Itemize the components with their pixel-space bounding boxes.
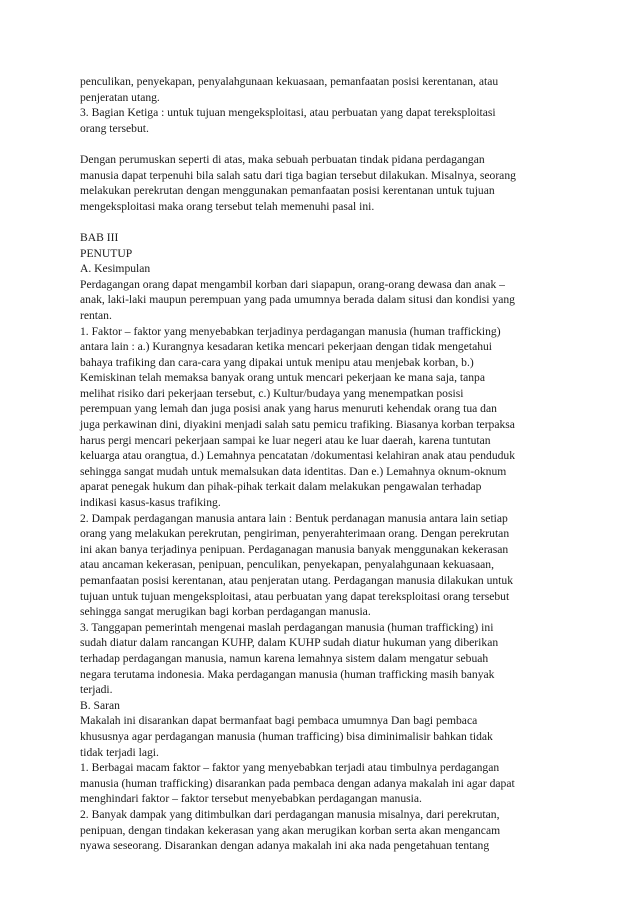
text-line: anak, laki-laki maupun perempuan yang pada umumnya berada dalam situsi dan kondisi yang — [80, 293, 515, 307]
text-line: Makalah ini disarankan dapat bermanfaat bagi pembaca umumnya Dan bagi pembaca — [80, 714, 478, 728]
text-line: bahaya trafiking dan cara-cara yang dipakai untuk menipu atau menjebak korban, b.) — [80, 355, 474, 369]
text-line: penculikan, penyekapan, penyalahgunaan kekuasaan, pemanfaatan posisi kerentanan, atau — [80, 75, 499, 88]
text-line: rentan. — [80, 308, 112, 322]
text-line: Dengan perumuskan seperti di atas, maka sebuah perbuatan tindak pidana perdagangan — [80, 152, 485, 166]
text-line: negara terutama indonesia. Maka perdagangan manusia (human trafficking masih banyak — [80, 667, 495, 681]
text-line: BAB III — [80, 230, 119, 244]
text-line: terjadi. — [80, 683, 113, 697]
text-line: mengeksploitasi maka orang tersebut telah memenuhi pasal ini. — [80, 199, 375, 213]
text-line: harus pergi mencari pekerjaan sampai ke luar negeri atau ke luar daerah, karena tuntutan — [80, 433, 491, 447]
text-line: melihat risiko dari pekerjaan tersebut, c.) Kultur/budaya yang menempatkan posisi — [80, 386, 464, 400]
text-line: B. Saran — [80, 698, 120, 712]
text-line: 3. Tanggapan pemerintah mengenai maslah perdagangan manusia (human trafficking) ini — [80, 620, 494, 634]
text-line: sehingga sangat merugikan bagi korban perdagangan manusia. — [80, 605, 371, 619]
paragraph-gap — [80, 136, 570, 152]
text-line: terhadap perdagangan manusia, namun karena lemahnya sistem dalam mengatur sebuah — [80, 651, 489, 665]
text-line: Perdagangan orang dapat mengambil korban dari siapapun, orang-orang dewasa dan anak – — [80, 277, 505, 291]
text-line: khususnya agar perdagangan manusia (human trafficing) bisa diminimalisir bahkan tidak — [80, 729, 493, 743]
text-line: Kemiskinan telah memaksa banyak orang untuk mencari pekerjaan ke mana saja, tanpa — [80, 371, 485, 385]
text-line: antara lain : a.) Kurangnya kesadaran ketika mencari pekerjaan dengan tidak mengetahui — [80, 340, 493, 354]
text-line: pemanfaatan posisi kerentanan, atau penjeratan utang. Perdagangan manusia dilakukan untuk — [80, 574, 513, 587]
text-line: orang yang melakukan perekrutan, pengiriman, penyerahterimaan orang. Dengan perekrutan — [80, 527, 510, 541]
text-line: nyawa seseorang. Disarankan dengan adanya makalah ini aka nada pengetahuan tentang — [80, 839, 490, 853]
text-line: tidak terjadi lagi. — [80, 745, 159, 759]
text-line: A. Kesimpulan — [80, 262, 151, 276]
text-line: menghindari faktor – faktor tersebut menyebabkan perdagangan manusia. — [80, 792, 422, 806]
text-line: indikasi kasus-kasus trafiking. — [80, 496, 221, 510]
document-body — [80, 74, 570, 854]
text-line: tujuan untuk tujuan mengeksploitasi, atau perbuatan yang dapat tereksploitasi orang tersebut — [80, 589, 510, 603]
text-line: orang tersebut. — [80, 121, 149, 135]
text-line: juga perkawinan dini, diyakini menjadi salah satu pemicu trafiking. Biasanya korban terpaksa — [80, 418, 515, 432]
text-line: atau ancaman kekerasan, penipuan, penculikan, penyekapan, penyalahgunaan kekuasaan, — [80, 558, 494, 572]
text-line: perempuan yang lemah dan juga posisi anak yang harus menuruti kehendak orang tua dan — [80, 402, 497, 416]
text-line: manusia dapat terpenuhi bila salah satu dari tiga bagian tersebut dilakukan. Misalnya, seorang — [80, 168, 516, 182]
text-line: 3. Bagian Ketiga : untuk tujuan mengeksploitasi, atau perbuatan yang dapat tereksploitasi — [80, 106, 496, 120]
paragraph-gap — [80, 214, 570, 230]
text-line: 2. Banyak dampak yang ditimbulkan dari perdagangan manusia misalnya, dari perekrutan, — [80, 807, 500, 821]
text-line: PENUTUP — [80, 246, 133, 260]
text-line: 1. Faktor – faktor yang menyebabkan terjadinya perdagangan manusia (human trafficking) — [80, 324, 501, 338]
text-line: 1. Berbagai macam faktor – faktor yang menyebabkan terjadi atau timbulnya perdagangan — [80, 761, 500, 775]
text-line: 2. Dampak perdagangan manusia antara lain : Bentuk perdanagan manusia antara lain setiap — [80, 511, 508, 525]
text-line: ini akan banya terjadinya penipuan. Perdaganagan manusia banyak menggunakan kekerasan — [80, 542, 509, 556]
text-line: melakukan perekrutan dengan menggunakan pemanfaatan posisi kerentanan untuk tujuan — [80, 184, 495, 198]
text-line: keluarga atau orangtua, d.) Lemahnya pencatatan /dokumentasi kelahiran anak atau penduduk — [80, 449, 516, 463]
text-line: manusia (human trafficking) disarankan pada pembaca dengan adanya makalah ini agar dapat — [80, 776, 515, 790]
text-line: sehingga sangat mudah untuk memalsukan data identitas. Dan e.) Lemahnya oknum-oknum — [80, 464, 507, 478]
text-line: penjeratan utang. — [80, 90, 160, 104]
text-line: penipuan, dengan tindakan kekerasan yang akan merugikan korban serta akan mengancam — [80, 823, 501, 837]
text-line: sudah diatur dalam rancangan KUHP, dalam KUHP sudah diatur hukuman yang diberikan — [80, 636, 499, 650]
text-line: aparat penegak hukum dan pihak-pihak terkait dalam melakukan pengawalan terhadap — [80, 480, 482, 494]
